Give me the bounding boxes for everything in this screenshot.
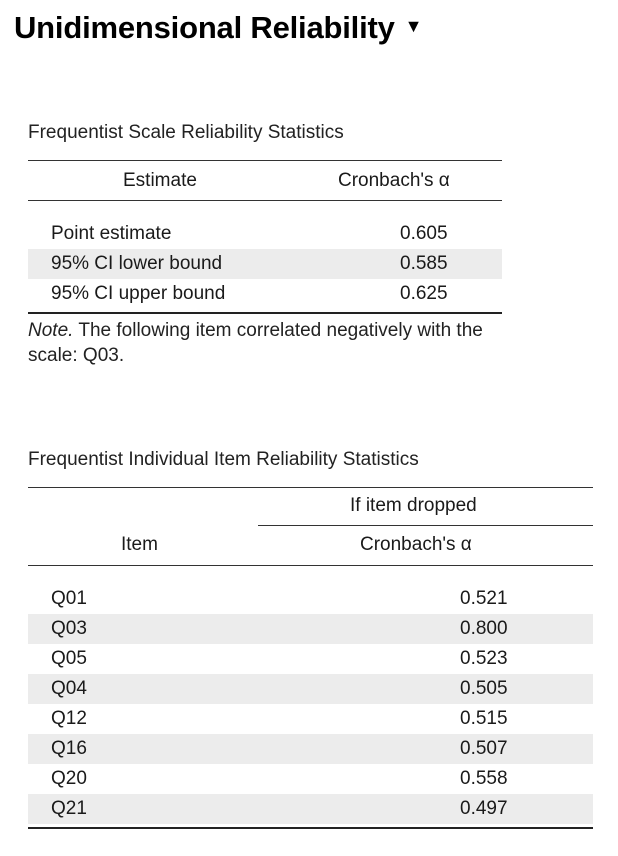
page-title-text: Unidimensional Reliability [14, 10, 395, 45]
item-row-alpha: 0.523 [460, 648, 508, 669]
item-row-item: Q03 [51, 618, 87, 639]
item-row-alpha: 0.800 [460, 618, 508, 639]
item-row-stripe [28, 734, 593, 764]
item-row-item: Q05 [51, 648, 87, 669]
item-table-bottom-rule [28, 827, 593, 829]
item-row-alpha: 0.507 [460, 738, 508, 759]
note-text: The following item correlated negatively with the scale: Q03. [28, 320, 483, 366]
scale-row-alpha: 0.585 [400, 253, 448, 274]
dropdown-caret-icon[interactable]: ▼ [404, 16, 423, 36]
item-row-alpha: 0.521 [460, 588, 508, 609]
item-group-rule [258, 525, 593, 526]
page-title [14, 10, 422, 46]
item-col-alpha: Cronbach's α [360, 534, 472, 555]
item-row-item: Q04 [51, 678, 87, 699]
item-group-header: If item dropped [350, 495, 477, 516]
scale-col-alpha: Cronbach's α [338, 170, 450, 191]
item-row-item: Q01 [51, 588, 87, 609]
item-row-alpha: 0.515 [460, 708, 508, 729]
scale-table-note [28, 318, 498, 368]
scale-row-alpha: 0.625 [400, 283, 448, 304]
item-row-alpha: 0.505 [460, 678, 508, 699]
scale-row-estimate: 95% CI lower bound [51, 253, 223, 274]
scale-col-estimate: Estimate [123, 170, 197, 191]
scale-row-alpha: 0.605 [400, 223, 448, 244]
scale-table-top-rule [28, 160, 502, 161]
item-header-rule [28, 565, 593, 566]
item-row-alpha: 0.558 [460, 768, 508, 789]
scale-row-estimate: Point estimate [51, 223, 172, 244]
item-row-stripe [28, 794, 593, 824]
scale-row-estimate: 95% CI upper bound [51, 283, 226, 304]
scale-header-rule [28, 200, 502, 201]
scale-table-bottom-rule [28, 312, 502, 314]
scale-table-title: Frequentist Scale Reliability Statistics [28, 122, 344, 143]
item-row-item: Q12 [51, 708, 87, 729]
item-row-alpha: 0.497 [460, 798, 508, 819]
item-row-item: Q16 [51, 738, 87, 759]
item-row-item: Q20 [51, 768, 87, 789]
item-col-item: Item [121, 534, 158, 555]
item-row-stripe [28, 674, 593, 704]
item-table-title: Frequentist Individual Item Reliability Statistics [28, 449, 419, 470]
item-row-item: Q21 [51, 798, 87, 819]
item-table-top-rule [28, 487, 593, 488]
note-label: Note. [28, 320, 74, 341]
item-row-stripe [28, 614, 593, 644]
